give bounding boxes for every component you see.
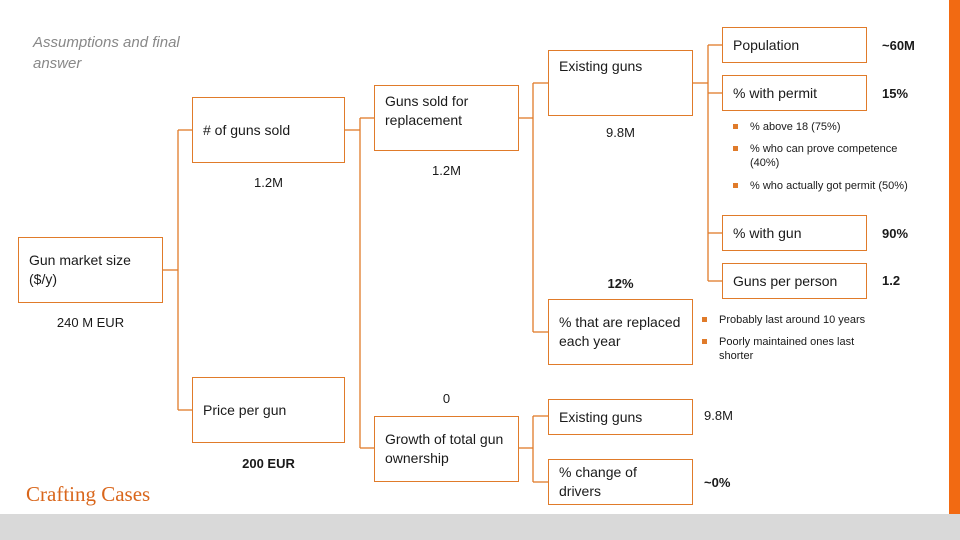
node-label: % with gun [733,224,802,241]
value-existing-guns: 9.8M [606,125,635,140]
node-guns-sold-replacement [374,85,519,151]
permit-note-1: % above 18 (75%) [733,120,923,134]
node-label: Population [733,36,800,53]
accent-bar [949,0,960,514]
node-label: % with permit [733,84,818,101]
value-guns-sold: 1.2M [254,175,283,190]
value-with-permit: 15% [882,86,909,101]
node-guns-per-person [722,263,867,299]
node-with-gun [722,215,867,251]
node-label: % change of drivers [559,464,637,499]
value-gun-market-size: 240 M EUR [56,315,125,330]
node-label: Guns per person [733,272,838,289]
value-price-per-gun: 200 EUR [242,456,295,471]
node-with-permit [722,75,867,111]
value-growth: 0 [442,391,451,406]
node-label: Existing guns [559,58,643,74]
brand-logo: Crafting Cases [26,482,151,506]
node-replaced-each-year [548,299,693,365]
node-label: Guns sold for replacement [385,93,469,128]
bullet-icon [733,124,738,129]
bullet-icon [733,146,738,151]
node-population [722,27,867,63]
replacement-note-2: Poorly maintained ones last shorter [702,335,882,363]
value-guns-per-person: 1.2 [882,273,901,288]
permit-note-3: % who actually got permit (50%) [733,179,923,193]
node-label: Gun market size ($/y) [29,252,131,287]
replacement-note-1: Probably last around 10 years [702,313,892,327]
value-change-drivers: ~0% [704,475,731,490]
node-label: Growth of total gun ownership [385,431,504,466]
value-existing-guns-2: 9.8M [704,408,733,423]
node-label: # of guns sold [203,121,291,138]
value-with-gun: 90% [882,226,909,241]
bullet-icon [702,339,707,344]
value-population: ~60M [882,38,915,53]
node-label: Existing guns [559,408,643,425]
node-existing-guns [548,50,693,116]
node-gun-market-size [18,237,163,303]
node-label: Price per gun [203,401,287,418]
bullet-icon [733,183,738,188]
assumptions-note: Assumptions and final answer [33,34,180,72]
node-guns-sold [192,97,345,163]
footer-bar [0,514,960,540]
node-change-drivers [548,459,693,505]
node-existing-guns-2 [548,399,693,435]
node-label: % that are replaced each year [559,314,681,349]
value-guns-sold-replacement: 1.2M [432,163,461,178]
permit-note-2: % who can prove competence (40%) [733,142,923,170]
value-replaced: 12% [607,276,634,291]
node-price-per-gun [192,377,345,443]
bullet-icon [702,317,707,322]
node-growth-ownership [374,416,519,482]
